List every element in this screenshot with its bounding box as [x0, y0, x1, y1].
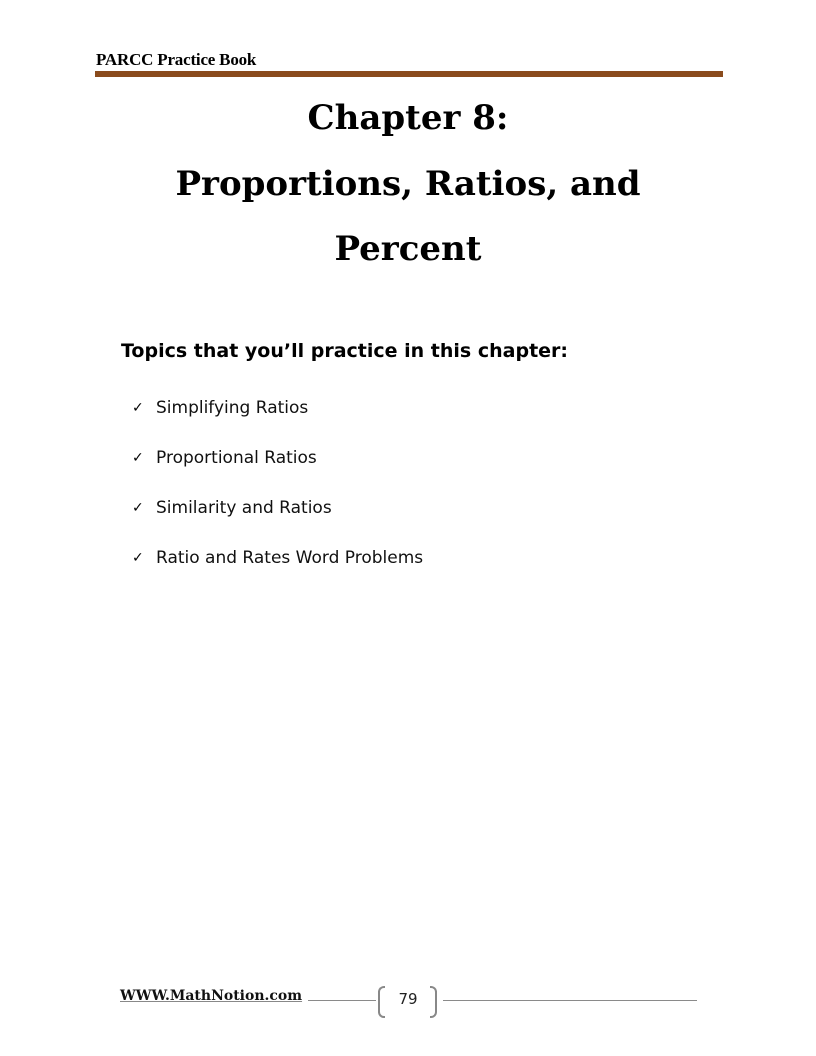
chapter-subtitle-line2: Percent — [334, 229, 482, 269]
checkmark-icon: ✓ — [132, 500, 144, 516]
running-header: PARCC Practice Book — [96, 50, 257, 69]
chapter-title: Chapter 8: — [307, 98, 509, 138]
topic-label: Ratio and Rates Word Problems — [156, 548, 424, 568]
chapter-subtitle-line1: Proportions, Ratios, and — [175, 164, 641, 204]
list-item — [132, 533, 423, 583]
topic-label: Similarity and Ratios — [156, 498, 332, 518]
topics-heading: Topics that you’ll practice in this chapter: — [121, 340, 569, 362]
topic-list — [132, 383, 423, 583]
list-item — [132, 383, 423, 433]
checkmark-icon: ✓ — [132, 400, 144, 416]
footer-website-link[interactable]: WWW.MathNotion.com — [120, 988, 303, 1004]
list-item — [132, 433, 423, 483]
checkmark-icon: ✓ — [132, 450, 144, 466]
checkmark-icon: ✓ — [132, 550, 144, 566]
topic-label: Proportional Ratios — [156, 448, 317, 468]
footer-divider-left — [308, 1000, 376, 1001]
footer-divider-right — [443, 1000, 697, 1001]
right-bracket-icon — [430, 986, 437, 1018]
header-rule — [95, 71, 723, 77]
page-number: 79 — [398, 990, 418, 1008]
topic-label: Simplifying Ratios — [156, 398, 309, 418]
left-bracket-icon — [378, 986, 385, 1018]
list-item — [132, 483, 423, 533]
